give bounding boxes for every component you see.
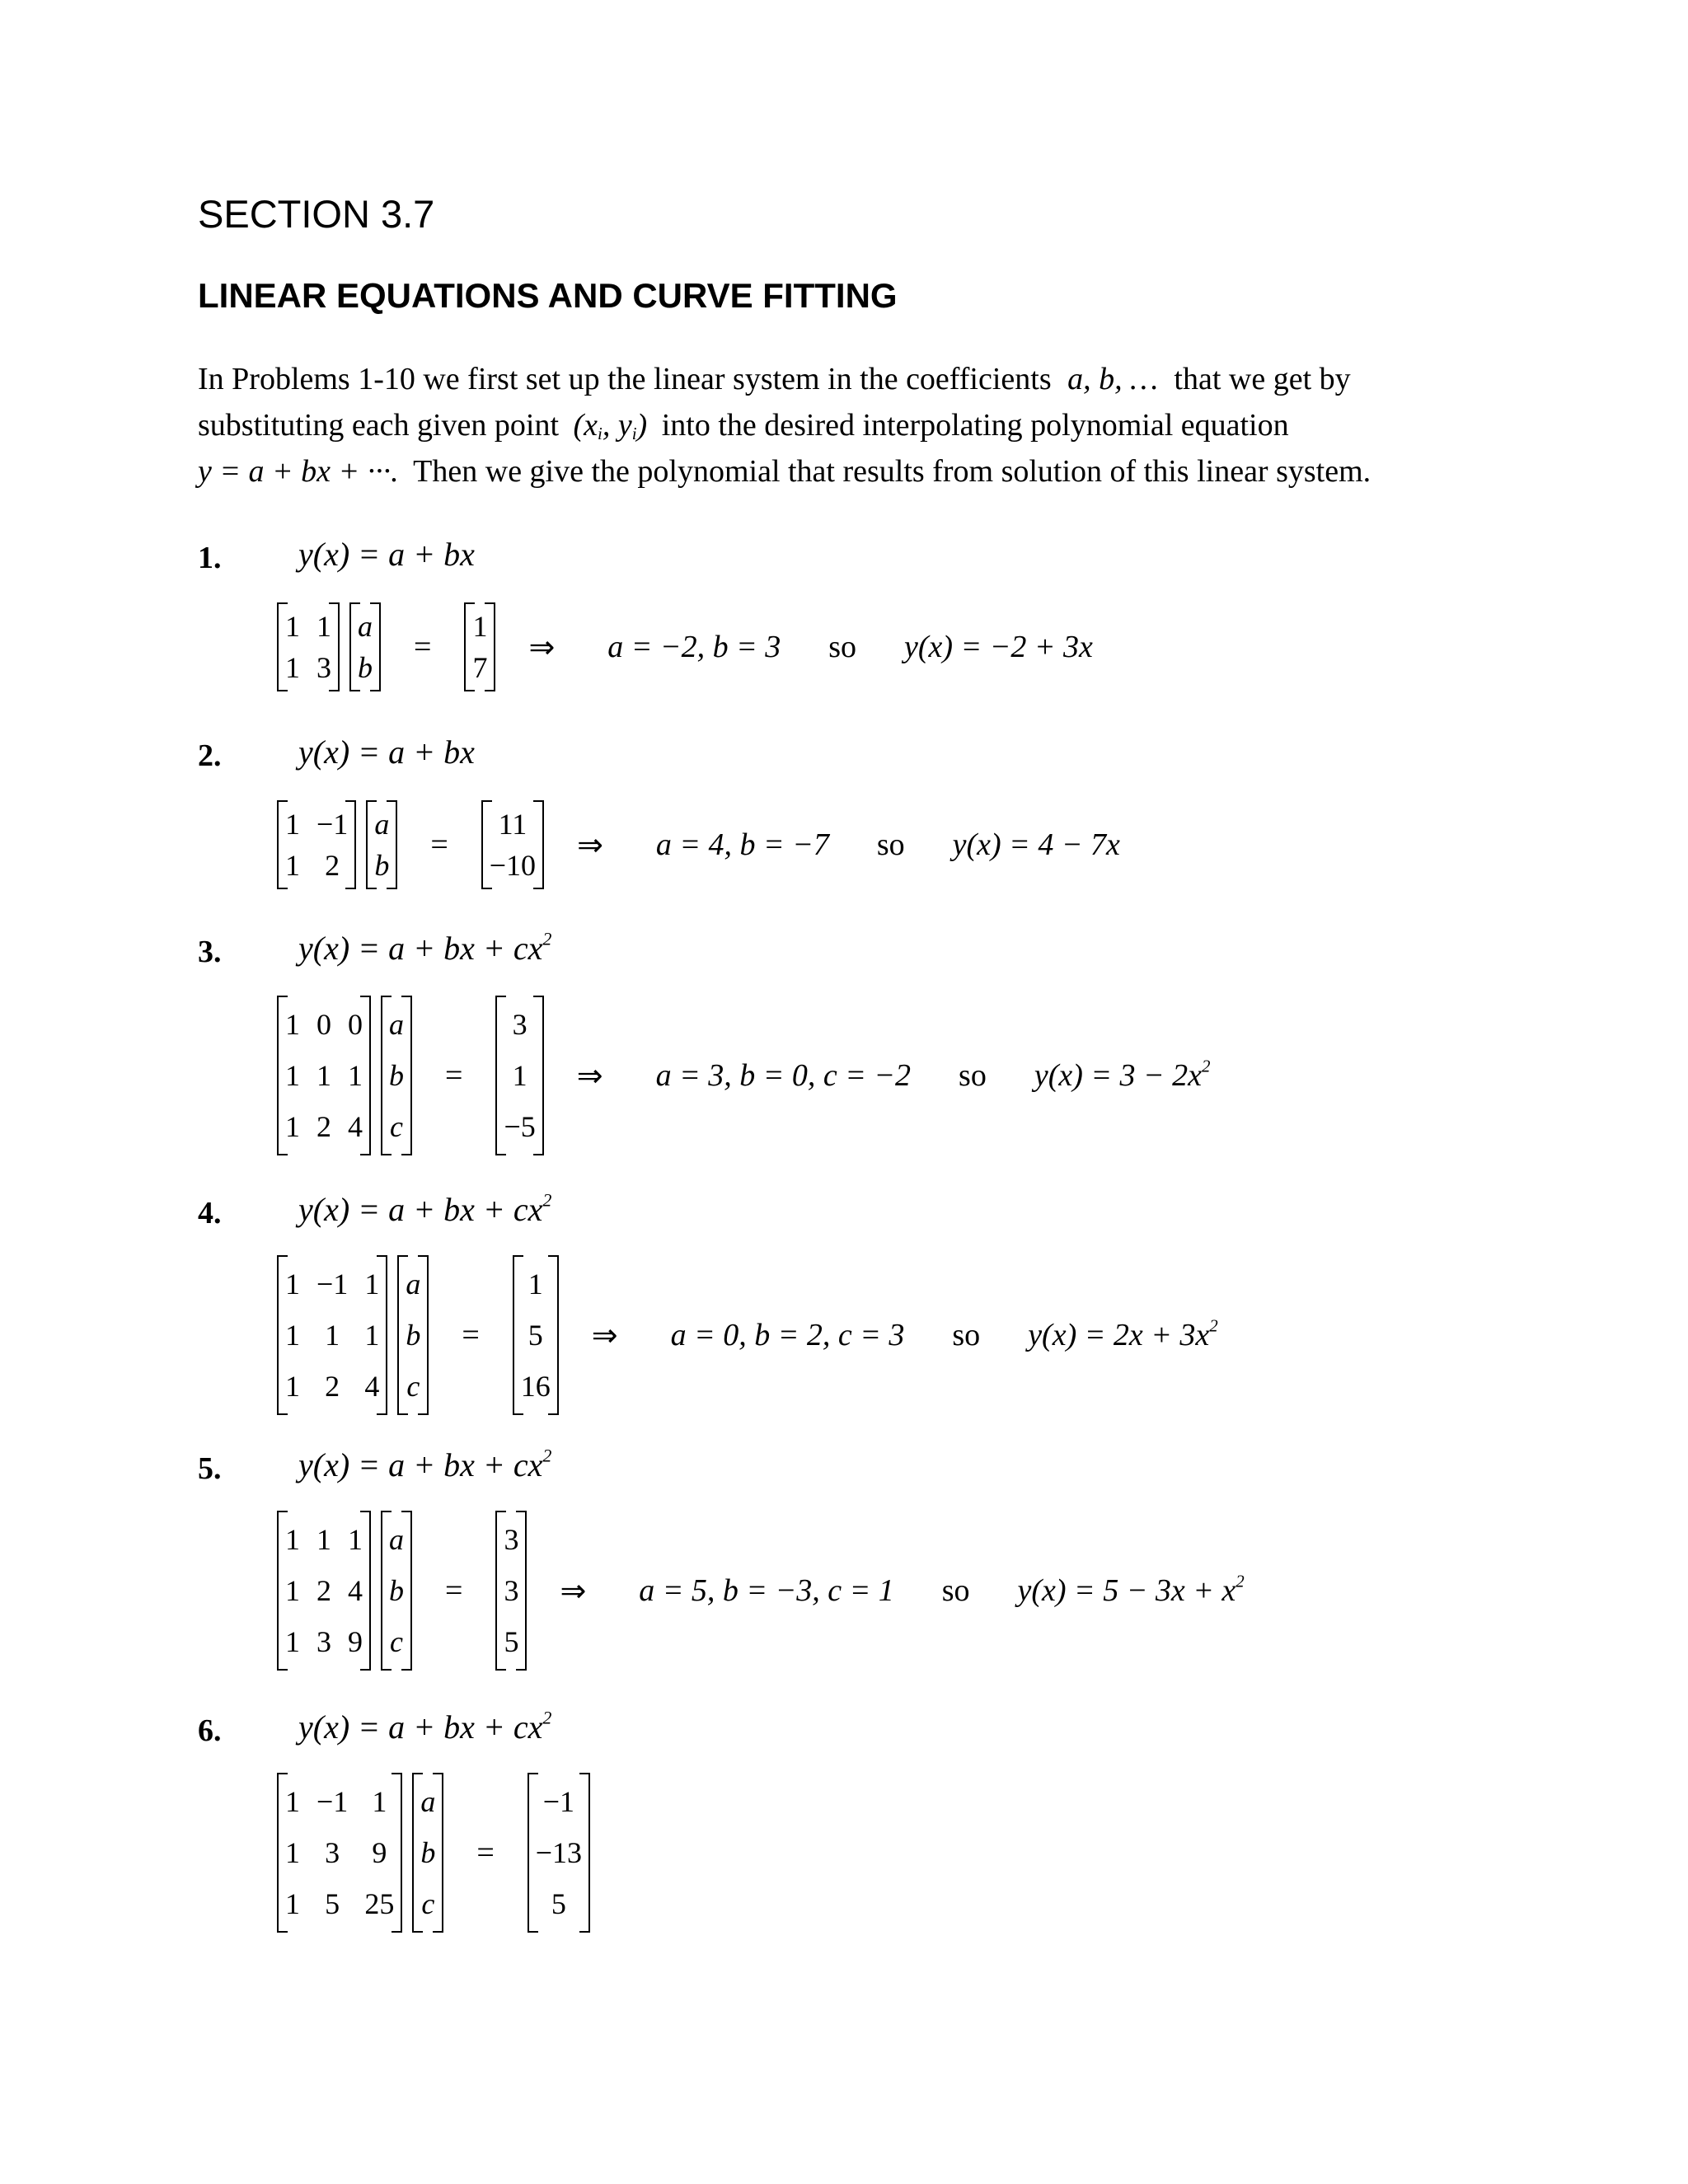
- matrix-cell: 1: [285, 849, 300, 882]
- matrix-cell: 1: [372, 1785, 387, 1818]
- equation-text: y(x) = a + bx + cx: [298, 1191, 543, 1228]
- matrix-cell: 2: [325, 849, 340, 882]
- result-exponent: 2: [1209, 1315, 1218, 1336]
- intro-point-math: ($x_i$, $y_i$): [573, 408, 648, 444]
- equation-text: y(x) = a + bx: [298, 733, 475, 771]
- matrix-cell: −1: [316, 1785, 349, 1818]
- problem-equation: [298, 535, 475, 574]
- problem-equation: [298, 1708, 551, 1746]
- matrix-cell: 1: [325, 1319, 340, 1352]
- problem-equation: [298, 1446, 551, 1484]
- intro-line-1-text-a: In Problems 1-10 we first set up the linear system in the coefficients: [198, 362, 1052, 396]
- coefficient-matrix: [277, 1776, 402, 1929]
- problem-number: 4.: [198, 1196, 222, 1230]
- unknown-cell: b: [389, 1574, 404, 1607]
- unknown-cell: b: [374, 849, 390, 882]
- section-title: LINEAR EQUATIONS AND CURVE FITTING: [198, 276, 898, 315]
- implies-arrow: ⇒: [577, 827, 603, 863]
- rhs-cell: 1: [512, 1059, 528, 1092]
- intro-line-2: [198, 407, 1289, 443]
- matrix-cell: 9: [372, 1836, 387, 1869]
- matrix-cell: 5: [325, 1887, 340, 1920]
- result-exponent: 2: [1202, 1056, 1211, 1076]
- rhs-cell: 5: [504, 1625, 519, 1658]
- matrix-cell: 1: [285, 1887, 300, 1920]
- matrix-cell: 1: [364, 1319, 380, 1352]
- rhs-vector: [528, 1776, 590, 1929]
- matrix-cell: 3: [325, 1836, 340, 1869]
- matrix-cell: 4: [364, 1370, 380, 1403]
- equation-exponent: 2: [542, 928, 552, 949]
- problem-equation: [298, 1190, 551, 1229]
- rhs-vector: [495, 999, 543, 1152]
- unknowns-vector: [366, 804, 397, 886]
- equals-sign: =: [476, 1835, 495, 1870]
- rhs-cell: 1: [528, 1268, 543, 1301]
- matrix-cell: 25: [364, 1887, 395, 1920]
- rhs-cell: 5: [528, 1319, 543, 1352]
- coefficient-matrix: [277, 606, 340, 688]
- intro-line-1-text-b: that we get by: [1174, 362, 1351, 396]
- coefficient-matrix: [277, 999, 371, 1152]
- rhs-vector: [481, 804, 544, 886]
- matrix-cell: 1: [285, 1268, 300, 1301]
- implies-arrow: ⇒: [528, 630, 556, 665]
- matrix-cell: 4: [348, 1574, 363, 1607]
- matrix-equation: [272, 1766, 595, 1939]
- result-text: y(x) = 3 − 2x: [1034, 1058, 1203, 1093]
- equals-sign: =: [445, 1058, 463, 1093]
- matrix-cell: 2: [316, 1110, 331, 1143]
- rhs-cell: 7: [472, 651, 488, 684]
- rhs-cell: 11: [498, 808, 528, 841]
- rhs-cell: 3: [504, 1574, 519, 1607]
- equation-exponent: 2: [542, 1445, 552, 1466]
- rhs-cell: 3: [512, 1008, 528, 1041]
- matrix-cell: 2: [316, 1574, 331, 1607]
- unknowns-vector: [412, 1776, 443, 1929]
- solution-values: a = −2, b = 3: [607, 630, 781, 664]
- unknown-cell: b: [389, 1059, 404, 1092]
- unknown-cell: a: [406, 1268, 421, 1301]
- problem-number: 3.: [198, 935, 222, 969]
- implies-arrow: ⇒: [591, 1318, 618, 1353]
- matrix-cell: 1: [285, 1059, 300, 1092]
- solution-values: a = 0, b = 2, c = 3: [670, 1318, 905, 1352]
- matrix-cell: 1: [285, 1523, 300, 1556]
- solution-values: a = 4, b = −7: [655, 827, 829, 862]
- rhs-cell: 5: [551, 1887, 566, 1920]
- matrix-cell: 1: [285, 1319, 300, 1352]
- result-polynomial: [1028, 1317, 1218, 1353]
- rhs-cell: 1: [472, 610, 488, 643]
- matrix-cell: 2: [325, 1370, 340, 1403]
- unknowns-vector: [381, 1514, 412, 1667]
- equation-exponent: 2: [542, 1707, 552, 1728]
- solution-values: a = 5, b = −3, c = 1: [639, 1573, 894, 1608]
- result-text: y(x) = 5 − 3x + x: [1017, 1573, 1236, 1608]
- matrix-cell: 1: [285, 1008, 300, 1041]
- matrix-cell: 1: [285, 1574, 300, 1607]
- intro-line-3-math: y = a + bx + ···.: [198, 454, 399, 489]
- result-polynomial: [953, 827, 1120, 863]
- equals-sign: =: [414, 630, 432, 664]
- intro-line-1: [198, 361, 1351, 397]
- unknown-cell: c: [390, 1110, 403, 1143]
- intro-line-3-text: Then we give the polynomial that results from solution of this linear system.: [413, 454, 1372, 489]
- matrix-equation: [272, 779, 1120, 911]
- unknown-cell: b: [406, 1319, 421, 1352]
- problem-equation: [298, 929, 551, 968]
- so-word: so: [876, 827, 905, 862]
- rhs-cell: −1: [542, 1785, 575, 1818]
- matrix-cell: 1: [316, 610, 331, 643]
- matrix-equation: [272, 581, 1093, 713]
- matrix-cell: 1: [348, 1523, 363, 1556]
- matrix-cell: 1: [285, 651, 300, 684]
- unknown-cell: a: [389, 1523, 404, 1556]
- matrix-cell: 0: [316, 1008, 331, 1041]
- matrix-cell: 1: [285, 1625, 300, 1658]
- problem-equation: [298, 733, 475, 771]
- unknown-cell: a: [389, 1008, 404, 1041]
- matrix-cell: 3: [316, 1625, 331, 1658]
- coefficient-matrix: [277, 1514, 371, 1667]
- so-word: so: [828, 630, 857, 664]
- intro-line-2-text-a: substituting each given point: [198, 408, 560, 443]
- rhs-cell: −13: [535, 1836, 583, 1869]
- unknowns-vector: [397, 1258, 429, 1412]
- matrix-cell: −1: [316, 808, 349, 841]
- matrix-cell: 1: [285, 1110, 300, 1143]
- result-polynomial: [1018, 1572, 1245, 1609]
- equals-sign: =: [430, 827, 448, 862]
- matrix-cell: 1: [285, 1785, 300, 1818]
- unknown-cell: b: [358, 651, 373, 684]
- equation-exponent: 2: [542, 1189, 552, 1211]
- unknown-cell: c: [406, 1370, 420, 1403]
- matrix-cell: 0: [348, 1008, 363, 1041]
- result-exponent: 2: [1236, 1571, 1245, 1591]
- matrix-equation: [272, 1249, 1218, 1422]
- matrix-cell: −1: [316, 1268, 349, 1301]
- unknowns-vector: [381, 999, 412, 1152]
- matrix-equation: [272, 989, 1210, 1162]
- intro-line-1-math: a, b, …: [1067, 362, 1158, 396]
- equals-sign: =: [462, 1318, 480, 1352]
- unknown-cell: a: [374, 808, 390, 841]
- equation-text: y(x) = a + bx: [298, 536, 475, 573]
- equation-text: y(x) = a + bx + cx: [298, 1708, 543, 1746]
- problem-number: 2.: [198, 738, 222, 773]
- problem-number: 6.: [198, 1713, 222, 1748]
- matrix-cell: 3: [316, 651, 331, 684]
- rhs-cell: −10: [489, 849, 537, 882]
- matrix-cell: 4: [348, 1110, 363, 1143]
- result-polynomial: [1034, 1057, 1211, 1094]
- matrix-cell: 1: [285, 610, 300, 643]
- equation-text: y(x) = a + bx + cx: [298, 930, 543, 967]
- result-text: y(x) = 2x + 3x: [1028, 1318, 1210, 1352]
- matrix-cell: 1: [364, 1268, 380, 1301]
- solution-values: a = 3, b = 0, c = −2: [655, 1058, 912, 1093]
- matrix-cell: 1: [285, 808, 300, 841]
- coefficient-matrix: [277, 804, 356, 886]
- result-text: y(x) = 4 − 7x: [952, 827, 1120, 862]
- unknown-cell: c: [421, 1887, 435, 1920]
- equals-sign: =: [445, 1573, 463, 1608]
- so-word: so: [952, 1318, 981, 1352]
- unknown-cell: a: [420, 1785, 436, 1818]
- unknown-cell: c: [390, 1625, 403, 1658]
- coefficient-matrix: [277, 1258, 387, 1412]
- problem-number: 1.: [198, 541, 222, 575]
- matrix-cell: 1: [316, 1523, 331, 1556]
- matrix-cell: 1: [348, 1059, 363, 1092]
- rhs-cell: −5: [504, 1110, 536, 1143]
- rhs-cell: 3: [504, 1523, 519, 1556]
- unknown-cell: b: [420, 1836, 436, 1869]
- rhs-vector: [464, 606, 495, 688]
- intro-line-2-text-b: into the desired interpolating polynomial equation: [661, 408, 1289, 443]
- rhs-vector: [513, 1258, 559, 1412]
- matrix-cell: 1: [285, 1836, 300, 1869]
- rhs-cell: 16: [520, 1370, 551, 1403]
- unknowns-vector: [349, 606, 381, 688]
- problem-number: 5.: [198, 1451, 222, 1486]
- rhs-vector: [495, 1514, 527, 1667]
- so-word: so: [941, 1573, 970, 1608]
- implies-arrow: ⇒: [576, 1058, 603, 1094]
- matrix-equation: [272, 1504, 1245, 1677]
- so-word: so: [959, 1058, 987, 1093]
- result-polynomial: [904, 629, 1093, 665]
- implies-arrow: ⇒: [560, 1573, 587, 1609]
- matrix-cell: 1: [316, 1059, 331, 1092]
- section-label: SECTION 3.7: [198, 192, 435, 236]
- equation-text: y(x) = a + bx + cx: [298, 1446, 543, 1483]
- intro-line-3: [198, 453, 1371, 490]
- unknown-cell: a: [358, 610, 373, 643]
- matrix-cell: 1: [285, 1370, 300, 1403]
- result-text: y(x) = −2 + 3x: [904, 630, 1093, 664]
- matrix-cell: 9: [348, 1625, 363, 1658]
